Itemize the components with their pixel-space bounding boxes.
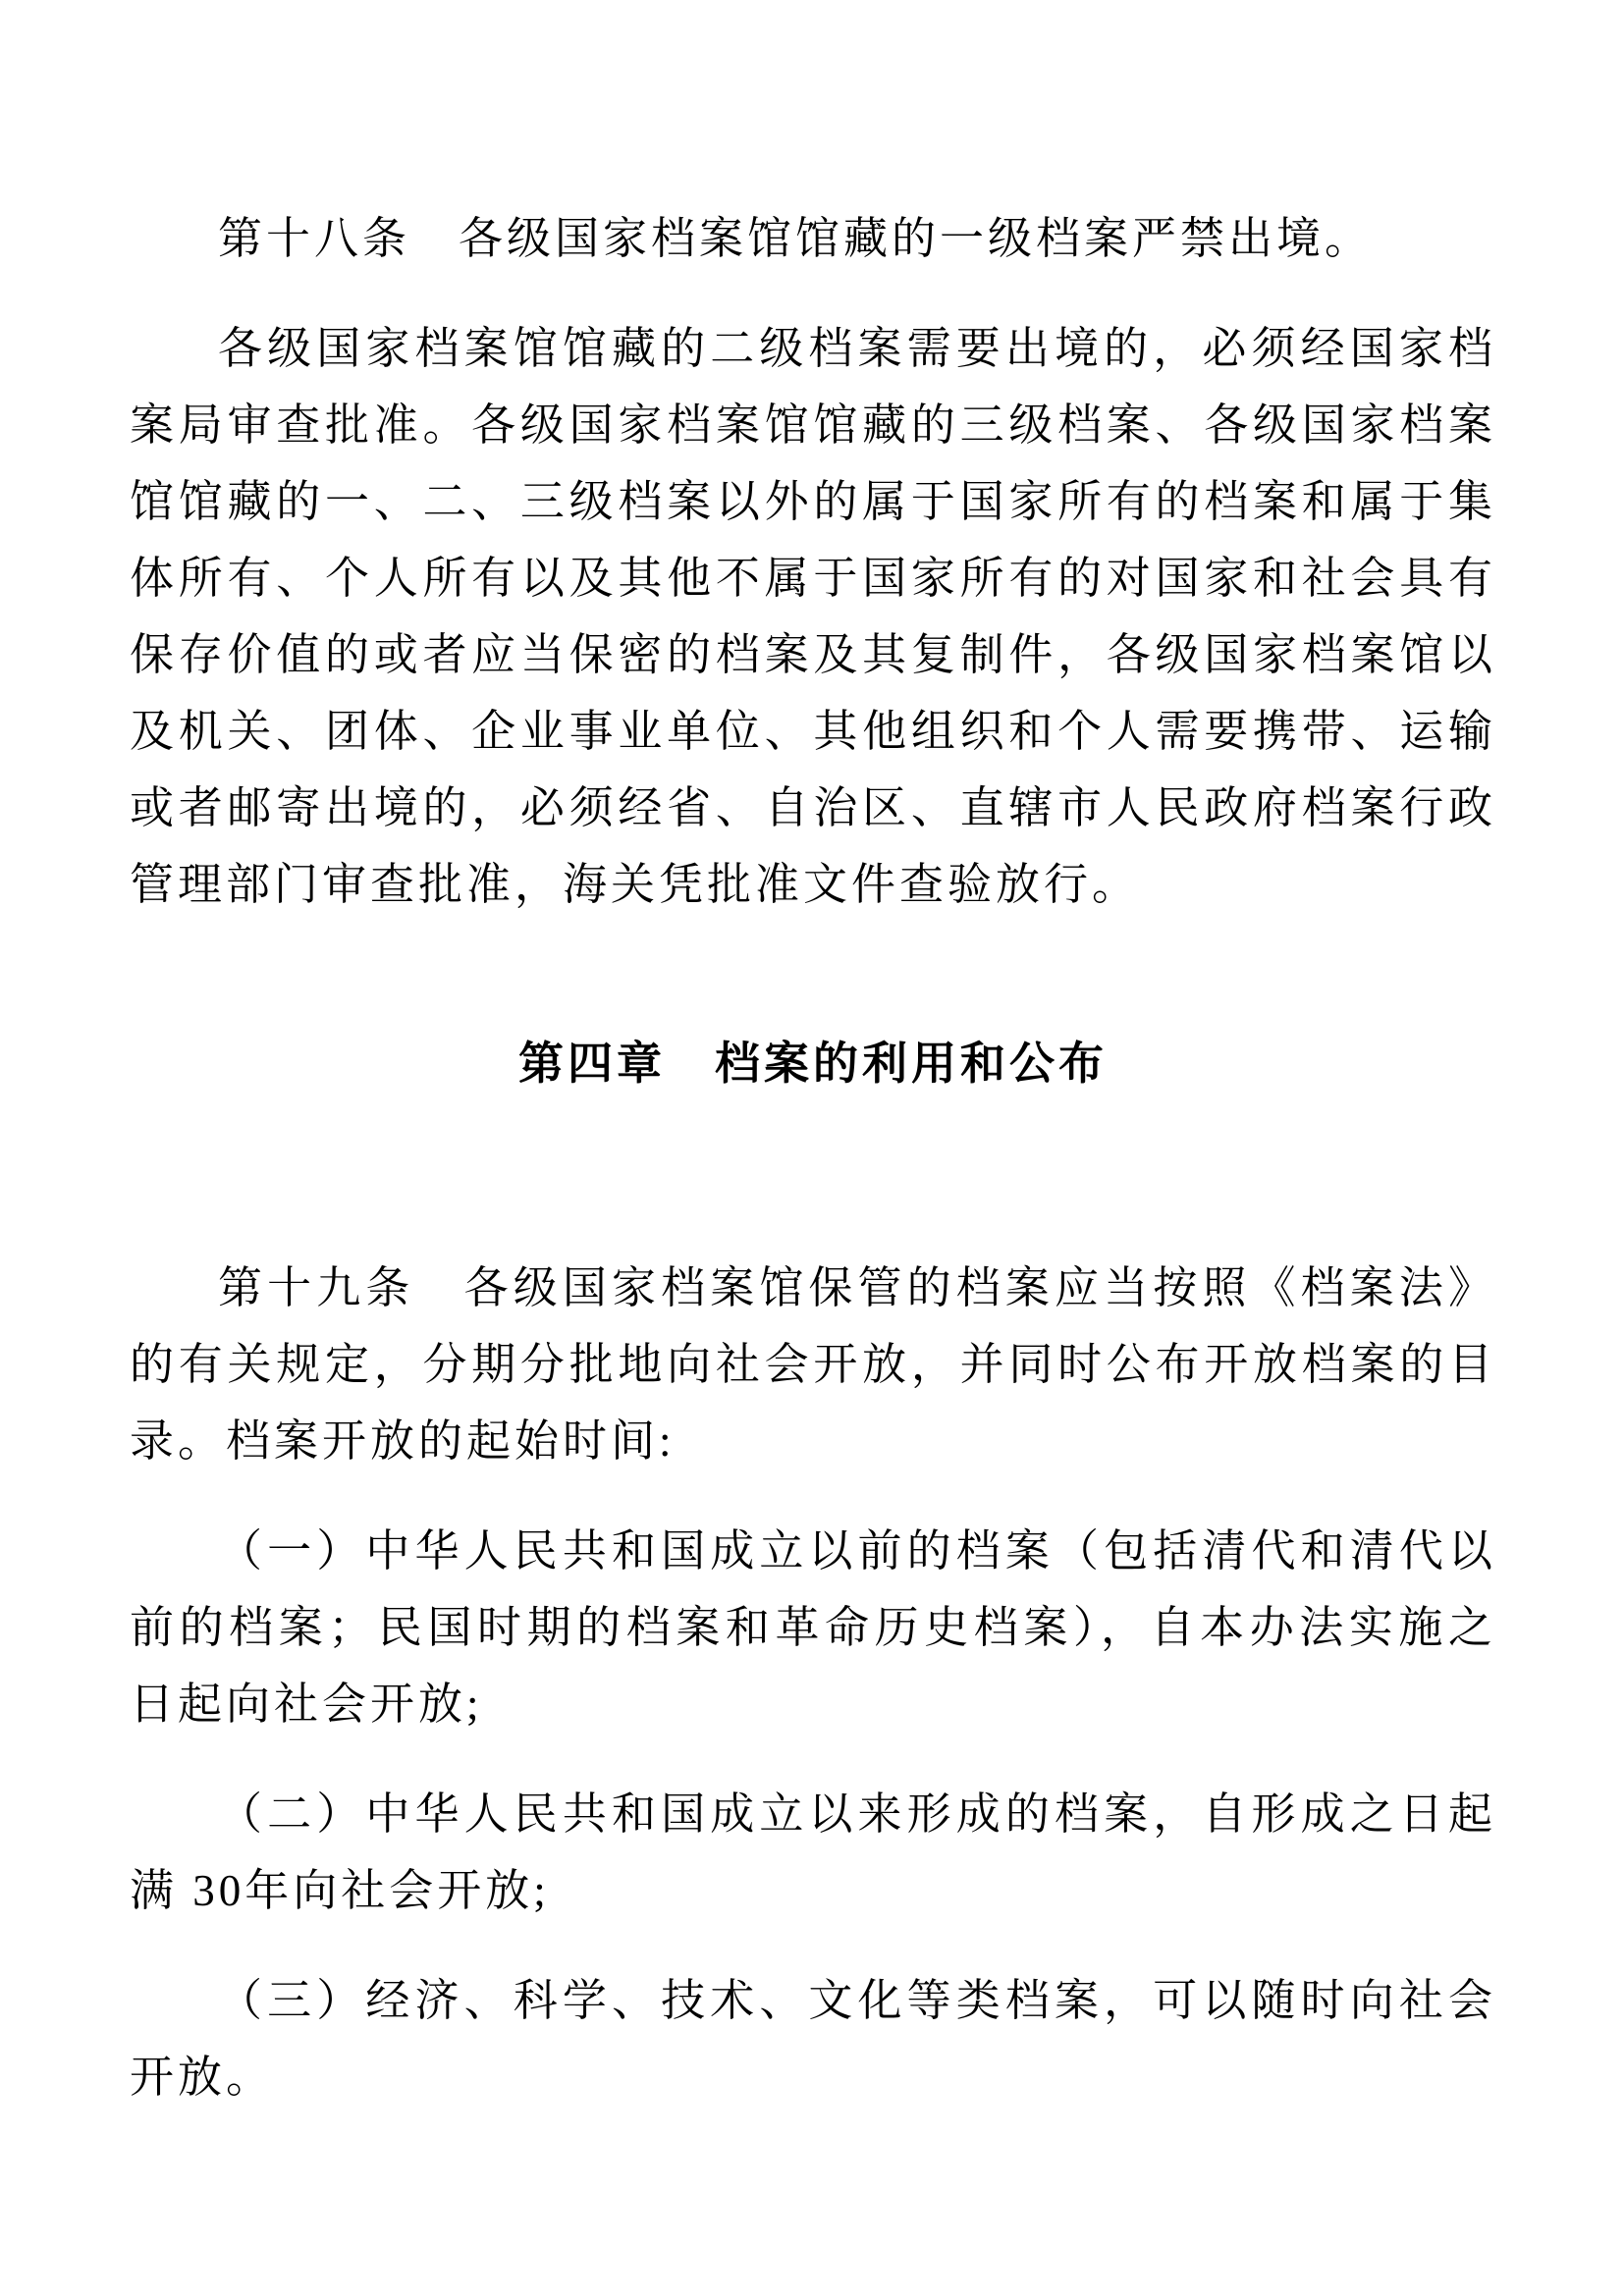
- paragraph-article-19-item-2: （二）中华人民共和国成立以来形成的档案，自形成之日起满 30年向社会开放;: [130, 1789, 1496, 1915]
- paragraph-article-18-clause-1: 第十八条 各级国家档案馆馆藏的一级档案严禁出境。: [218, 214, 1374, 263]
- paragraph-article-19-intro: 第十九条 各级国家档案馆保管的档案应当按照《档案法》的有关规定，分期分批地向社会开放，并同时公布开放档案的目录。档案开放的起始时间:: [130, 1263, 1496, 1466]
- paragraph-article-19-item-1: （一）中华人民共和国成立以前的档案（包括清代和清代以前的档案；民国时期的档案和革命历史档案），自本办法实施之日起向社会开放;: [130, 1526, 1496, 1729]
- paragraph-article-18-clause-2: 各级国家档案馆馆藏的二级档案需要出境的，必须经国家档案局审查批准。各级国家档案馆馆藏的三级档案、各级国家档案馆馆藏的一、二、三级档案以外的属于国家所有的档案和属于集体所有、个人所有以及其他不属于国家所有的对国家和社会具有保存价值的或者应当保密的档案及其复制件，各级国家档案馆以及机关、团体、企业事业单位、其他组织和个人需要携带、运输或者邮寄出境的，必须经省、自治区、直辖市人民政府档案行政管理部门审查批准，海关凭批准文件查验放行。: [130, 324, 1496, 909]
- chapter-4-heading: 第四章 档案的利用和公布: [518, 1039, 1108, 1089]
- paragraph-article-19-item-3: （三）经济、科学、技术、文化等类档案，可以随时向社会开放。: [130, 1976, 1496, 2102]
- document-content: [130, 200, 1496, 2149]
